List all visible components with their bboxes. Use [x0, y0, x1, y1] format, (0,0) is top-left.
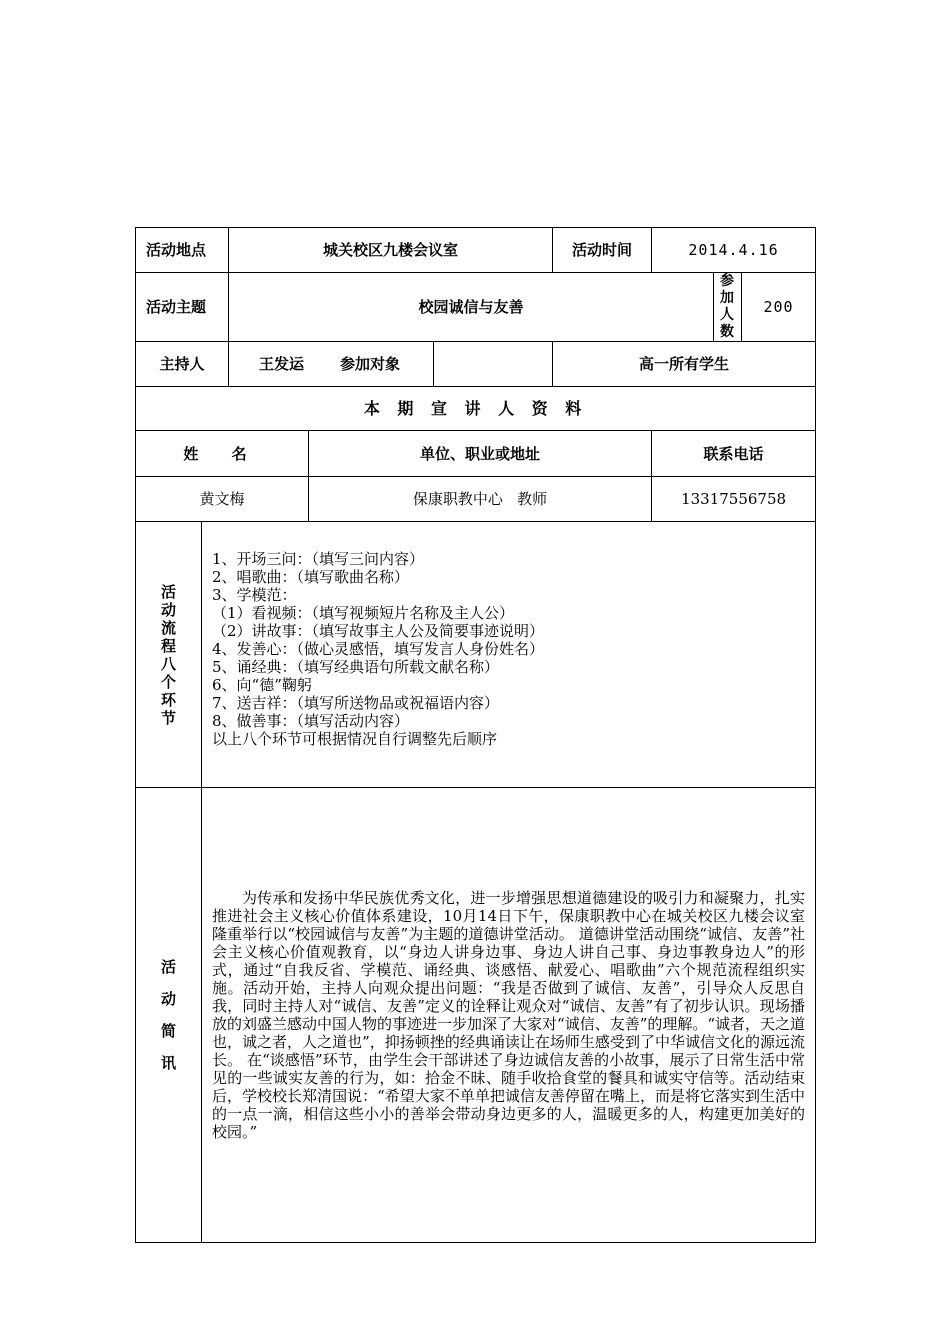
- brief-label-char: 简: [160, 1022, 176, 1040]
- participants-label: [714, 273, 742, 342]
- speaker-name-header-text: 姓 名: [183, 444, 261, 463]
- speaker-name: 黄文梅: [136, 477, 309, 522]
- time-label: 活动时间: [553, 228, 652, 273]
- flow-item: 8、做善事：（填写活动内容）: [212, 712, 410, 730]
- flow-label-char: 流: [160, 618, 176, 637]
- theme-participants-row: [136, 273, 816, 342]
- flow-item: （2）讲故事：（填写故事主人公及简要事迹说明）: [212, 622, 545, 640]
- participants-label-line1: 参加: [720, 273, 735, 306]
- flow-label-char: 八: [160, 654, 176, 673]
- brief-content: [202, 788, 816, 1243]
- location-value: 城关校区九楼会议室: [229, 228, 553, 273]
- flow-items: [202, 522, 816, 788]
- speaker-unit-header: 单位、职业或地址: [309, 431, 652, 477]
- speaker-section-title: 本 期 宣 讲 人 资 料: [136, 387, 816, 431]
- flow-item: 以上八个环节可根据情况自行调整先后顺序: [212, 730, 498, 748]
- host-value: 王发运: [229, 342, 434, 387]
- speaker-phone-header: 联系电话: [652, 431, 816, 477]
- host-audience-row: [136, 342, 816, 387]
- participants-label-line2: 人数: [720, 307, 735, 340]
- brief-label-char: 讯: [160, 1054, 176, 1072]
- speaker-section-heading-row: [136, 387, 816, 431]
- flow-item: 3、学模范：: [212, 586, 297, 604]
- host-label: 主持人: [136, 342, 229, 387]
- audience-value: 高一所有学生: [553, 342, 816, 387]
- activity-brief-row: [136, 788, 816, 1243]
- speaker-name-header: [136, 431, 309, 477]
- location-time-row: [136, 228, 816, 273]
- flow-label-char: 节: [160, 708, 176, 727]
- brief-paragraph: 为传承和发扬中华民族优秀文化，进一步增强思想道德建设的吸引力和凝聚力，扎实推进社会主义核心价值体系建设，10月14日下午，保康职教中心在城关校区九楼会议室隆重举行以“校园诚信与友善”为主题的道德讲堂活动。 道德讲堂活动围绕“诚信、友善”社会主义核心价值观教育，以“身边人讲身边事、身边人讲自己事、身边事教身边人”的形式，通过“自我反省、学模范、诵经典、谈感悟、献爱心、唱歌曲”六个规范流程组织实施。活动开始，主持人向观众提出问题：“我是否做到了诚信、友善”，引导众人反思自我，同时主持人对“诚信、友善”定义的诠释让观众对“诚信、友善”有了初步认识。现场播放的刘盛兰感动中国人物的事迹进一步加深了大家对“诚信、友善”的理解。“诚者，天之道也，诚之者，人之道也”，抑扬顿挫的经典诵读让在场师生感受到了中华诚信文化的源远流长。 在“谈感悟”环节，由学生会干部讲述了身边诚信友善的小故事，展示了日常生活中常见的一些诚实友善的行为，如：拾金不昧、随手收拾食堂的餐具和诚实守信等。活动结束后，学校校长郑清国说：“希望大家不单单把诚信友善停留在嘴上，而是将它落实到生活中的一点一滴，相信这些小小的善举会带动身边更多的人，温暖更多的人，构建更加美好的校园。”: [212, 889, 806, 1141]
- flow-label: [136, 522, 202, 788]
- flow-item: 7、送吉祥：（填写所送物品或祝福语内容）: [212, 694, 500, 712]
- location-label: 活动地点: [136, 228, 229, 273]
- activity-record-table: [135, 227, 816, 1243]
- time-value: 2014.4.16: [652, 228, 816, 273]
- audience-label: 参加对象: [340, 342, 459, 387]
- flow-item: 6、向“德”鞠躬: [212, 676, 312, 694]
- theme-label: 活动主题: [136, 273, 229, 342]
- speaker-data-row: [136, 477, 816, 522]
- activity-flow-row: [136, 522, 816, 788]
- flow-item: （1）看视频：（填写视频短片名称及主人公）: [212, 604, 515, 622]
- speaker-phone: 13317556758: [652, 477, 816, 522]
- flow-label-char: 动: [160, 600, 176, 619]
- speaker-header-row: [136, 431, 816, 477]
- brief-label-char: 活: [160, 958, 176, 976]
- brief-label: [136, 788, 202, 1243]
- participants-value: 200: [742, 273, 816, 342]
- flow-label-char: 个: [160, 672, 176, 691]
- flow-item: 4、发善心：（做心灵感悟，填写发言人身份姓名）: [212, 640, 545, 658]
- brief-label-char: 动: [160, 990, 176, 1008]
- flow-item: 2、唱歌曲：（填写歌曲名称）: [212, 568, 410, 586]
- flow-item: 5、诵经典：（填写经典语句所载文献名称）: [212, 658, 500, 676]
- speaker-unit: 保康职教中心 教师: [309, 477, 652, 522]
- flow-label-char: 活: [160, 582, 176, 601]
- theme-value: 校园诚信与友善: [229, 273, 714, 342]
- flow-item: 1、开场三问：（填写三问内容）: [212, 550, 425, 568]
- flow-label-char: 程: [160, 636, 176, 655]
- flow-label-char: 环: [160, 690, 176, 709]
